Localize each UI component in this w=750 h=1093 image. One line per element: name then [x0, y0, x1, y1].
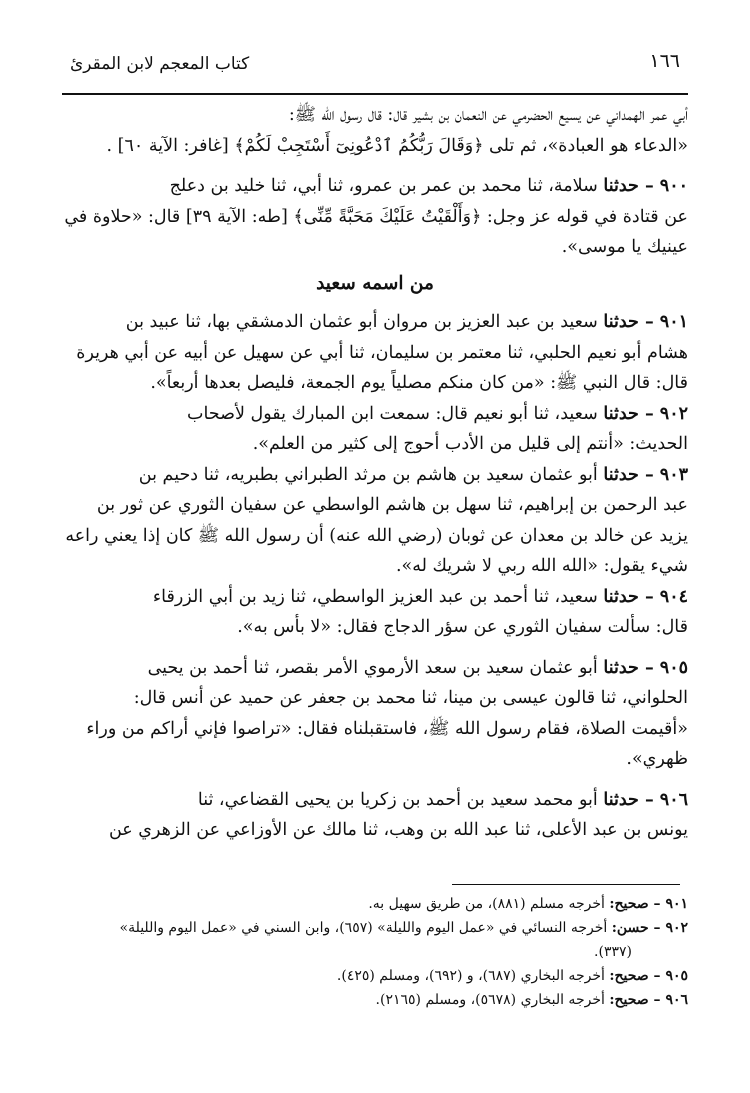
- hadith-900: [62, 171, 688, 202]
- footnote-number: ٩٠٢ – حسن:: [611, 920, 688, 936]
- text-line: أبو محمد سعيد بن أحمد بن زكريا بن يحيى القضاعي، ثنا: [197, 789, 598, 810]
- page-header: [62, 50, 688, 90]
- header-divider: [62, 93, 688, 95]
- hadith-number: ٩٠٠ – حدثنا: [603, 176, 688, 196]
- footnote-text: أخرجه مسلم (٨٨١)، من طريق سهيل به.: [368, 896, 605, 912]
- text-line: هشام أبو نعيم الحلبي، ثنا معتمر بن سليمان، ثنا أبي عن سهيل عن أبيه عن أبي هريرة: [76, 342, 688, 363]
- text-line: قال: قال النبي ﷺ: «من كان منكم مصلياً يوم الجمعة، فليصل بعدها أربعاً».: [150, 373, 688, 393]
- footnote-text: أخرجه البخاري (٥٦٧٨)، ومسلم (٢١٦٥).: [375, 992, 605, 1008]
- hadith-number: ٩٠٤ – حدثنا: [603, 586, 688, 607]
- hadith-902: [62, 399, 688, 430]
- text-line: عن قتادة في قوله عز وجل: ﴿وَأَلْقَيْتُ عَلَيْكَ مَحَبَّةً مِّنِّى﴾ [طه: الآية ٣٩] قال: «حلاوة في: [64, 206, 688, 227]
- hadith-906: [62, 785, 688, 816]
- text-line: يونس بن عبد الأعلى، ثنا عبد الله بن وهب، ثنا مالك عن الأوزاعي عن الزهري عن: [108, 820, 688, 840]
- text-line: سعيد، ثنا أحمد بن عبد العزيز الواسطي، ثنا زيد بن أبي الزرقاء: [152, 586, 598, 607]
- footnote-text: أخرجه النسائي في «عمل اليوم والليلة» (٦٥٧)، وابن السني في «عمل اليوم والليلة»: [119, 920, 608, 936]
- text-line: أبي عمر الهمداني عن يسيع الحضرمي عن النعمان بن بشير قال: قال رسول الله ﷺ:: [288, 105, 688, 125]
- hadith-904: [62, 582, 688, 613]
- section-heading: من اسمه سعيد: [316, 272, 434, 294]
- text-line: الحديث: «أنتم إلى قليل من الأدب أحوج إلى كثير من العلم».: [252, 434, 688, 454]
- footnote: [62, 892, 688, 916]
- text-line: «الدعاء هو العبادة»، ثم تلى ﴿وَقَالَ رَبُّكُمُ ٱدْعُونِىٓ أَسْتَجِبْ لَكُمْ﴾ [غافر: الآية ٦٠] .: [106, 135, 688, 156]
- hadith-number: ٩٠٦ – حدثنا: [603, 789, 688, 810]
- footnote-continuation: (٣٣٧).: [594, 944, 632, 960]
- text-line: عينيك يا موسى».: [561, 237, 688, 257]
- text-line: ظهري».: [626, 749, 688, 769]
- main-text: [62, 100, 688, 846]
- footnote-number: ٩٠١ – صحيح:: [609, 896, 688, 912]
- hadith-number: ٩٠٢ – حدثنا: [603, 403, 688, 424]
- text-line: الحلواني، ثنا قالون عيسى بن مينا، ثنا محمد بن جعفر عن حميد عن أنس قال:: [133, 688, 688, 708]
- footnote-number: ٩٠٦ – صحيح:: [609, 992, 688, 1008]
- text-line: سلامة، ثنا محمد بن عمر بن عمرو، ثنا أبي، ثنا خليد بن دعلج: [169, 176, 598, 196]
- page-number: ١٦٦: [649, 50, 680, 72]
- text-line: أبو عثمان سعيد بن هاشم بن مرثد الطبراني بطبريه، ثنا دحيم بن: [138, 464, 598, 485]
- footnotes: [62, 892, 688, 1012]
- footnote: [62, 916, 688, 940]
- text-line: «أقيمت الصلاة، فقام رسول الله ﷺ، فاستقبلناه فقال: «تراصوا فإني أراكم من وراء: [86, 718, 688, 739]
- hadith-905: [62, 653, 688, 684]
- text-line: قال: سألت سفيان الثوري عن سؤر الدجاج فقال: «لا بأس به».: [237, 617, 688, 637]
- hadith-number: ٩٠٥ – حدثنا: [603, 657, 688, 678]
- hadith-901: [62, 307, 688, 338]
- text-line: سعيد، ثنا أبو نعيم قال: سمعت ابن المبارك يقول لأصحاب: [187, 403, 598, 424]
- footnote: [62, 964, 688, 988]
- text-line: عبد الرحمن بن إبراهيم، ثنا سهل بن هاشم الواسطي عن سفيان الثوري عن ثور بن: [96, 495, 688, 515]
- text-line: يزيد عن خالد بن معدان عن ثوبان (رضي الله عنه) أن رسول الله ﷺ كان إذا يعني راعه: [65, 525, 688, 546]
- hadith-number: ٩٠٣ – حدثنا: [603, 464, 688, 485]
- footnote-number: ٩٠٥ – صحيح:: [609, 968, 688, 984]
- text-line: شيء يقول: «الله الله ربي لا شريك له».: [395, 556, 688, 576]
- hadith-number: ٩٠١ – حدثنا: [603, 312, 688, 332]
- text-line: أبو عثمان سعيد بن سعد الأرموي الأمر بقصر، ثنا أحمد بن يحيى: [147, 657, 598, 678]
- running-title: كتاب المعجم لابن المقرئ: [70, 54, 250, 74]
- hadith-903: [62, 460, 688, 491]
- footnote-text: أخرجه البخاري (٦٨٧)، و (٦٩٢)، ومسلم (٤٢٥).: [336, 968, 605, 984]
- footnote: [62, 988, 688, 1012]
- text-line: سعيد بن عبد العزيز بن مروان أبو عثمان الدمشقي بها، ثنا عبيد بن: [125, 312, 598, 332]
- footnote-divider: [452, 884, 680, 885]
